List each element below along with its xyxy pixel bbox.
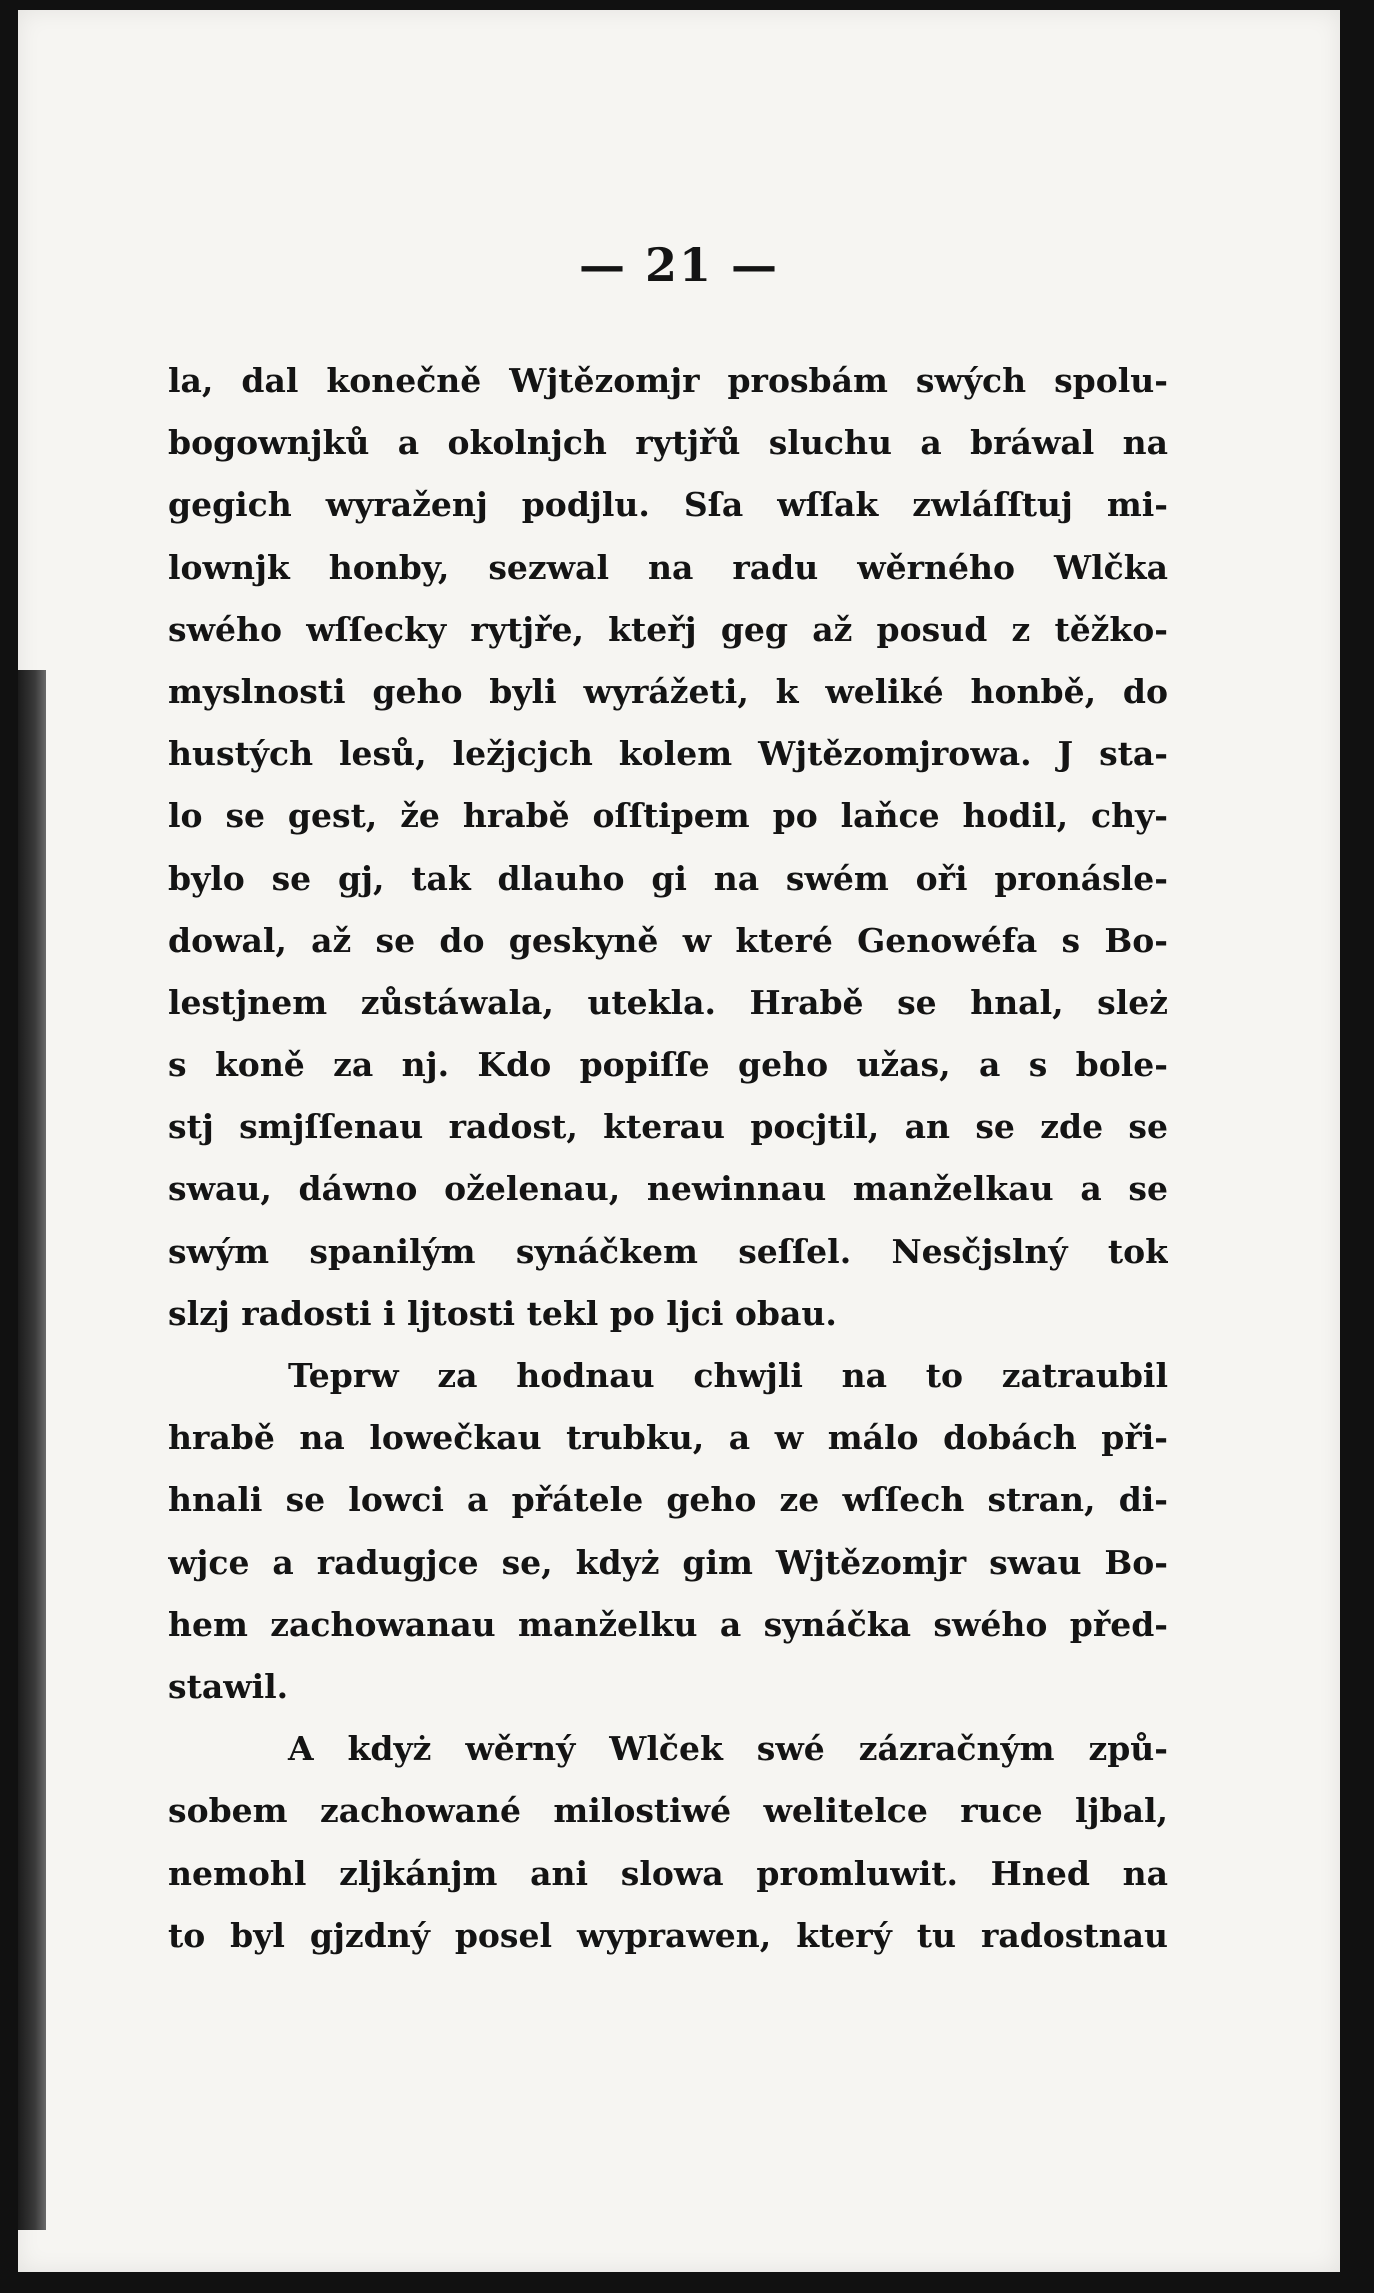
text-line: to byl gjzdný posel wyprawen, který tu radostnau: [168, 1915, 1168, 1955]
text-line: swým spanilým synáčkem seſſel. Nesčjslný tok: [168, 1231, 1168, 1271]
body-text: [168, 350, 1168, 1967]
text-line: bogownjků a okolnjch rytjřů sluchu a bráwal na: [168, 423, 1168, 463]
text-line: stawil.: [168, 1666, 289, 1706]
page-number: — 21 —: [578, 238, 780, 292]
text-line: hrabě na lowečkau trubku, a w málo dobách při-: [168, 1418, 1168, 1458]
text-line: sobem zachowané milostiwé welitelce ruce ljbal,: [168, 1791, 1168, 1831]
text-line: lestjnem zůstáwala, utekla. Hrabě se hnal, sleż: [168, 982, 1168, 1022]
text-line: swého wſſecky rytjře, kteřj geg až posud z těžko-: [168, 609, 1168, 649]
text-line: la, dal konečně Wjtězomjr prosbám swých spolu-: [168, 361, 1168, 400]
text-line: Teprw za hodnau chwjli na to zatraubil: [288, 1356, 1168, 1395]
text-line: swau, dáwno oželenau, newinnau manželkau a se: [168, 1169, 1168, 1209]
text-line: wjce a radugjce se, kdyż gim Wjtězomjr swau Bo-: [168, 1542, 1168, 1582]
text-line: A kdyż wěrný Wlček swé zázračným způ-: [288, 1729, 1168, 1769]
text-line: bylo se gj, tak dlauho gi na swém oři pronásle-: [168, 858, 1168, 898]
text-line: gegich wyraženj podjlu. Sſa wſſak zwláſſtuj mi-: [168, 485, 1168, 525]
book-page: [18, 10, 1340, 2272]
text-line: s koně za nj. Kdo popiſſe geho užas, a s bole-: [168, 1045, 1168, 1085]
text-line: stj smjſſenau radost, kterau pocjtil, an se zde se: [168, 1107, 1168, 1147]
text-line: hnali se lowci a přátele geho ze wſſech stran, di-: [168, 1480, 1168, 1520]
text-line: nemohl zljkánjm ani slowa promluwit. Hned na: [168, 1853, 1168, 1893]
text-line: hustých lesů, ležjcjch kolem Wjtězomjrowa. J sta-: [168, 734, 1168, 774]
binding-shadow: [18, 670, 46, 2230]
text-line: hem zachowanau manželku a synáčka swého před-: [168, 1604, 1168, 1644]
text-line: slzj radosti i ljtosti tekl po ljci obau.: [168, 1293, 837, 1333]
text-line: myslnosti geho byli wyrážeti, k weliké honbě, do: [168, 671, 1168, 711]
text-line: dowal, až se do geskyně w které Genowéfa s Bo-: [168, 920, 1168, 960]
text-line: lownjk honby, sezwal na radu wěrného Wlčka: [168, 547, 1168, 587]
text-line: lo se gest, že hrabě oſſtipem po laňce hodil, chy-: [168, 796, 1168, 836]
